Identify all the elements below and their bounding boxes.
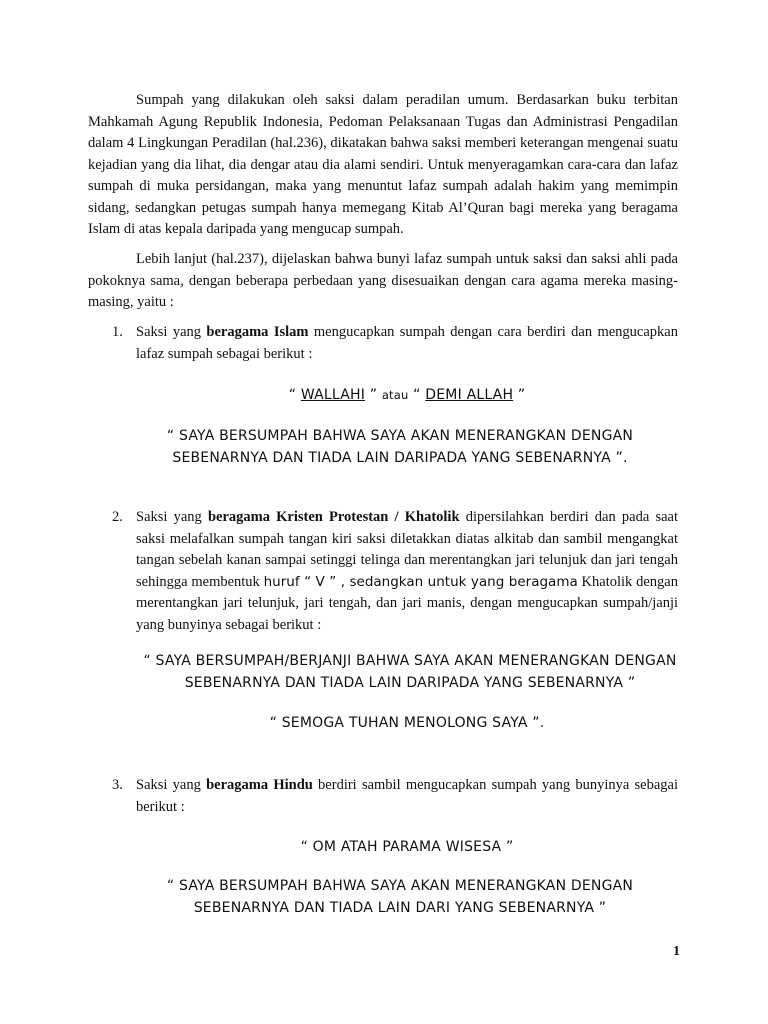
list-item-number: 1. [112, 324, 123, 340]
religion-label: beragama Islam [206, 324, 309, 340]
list-item-islam [112, 322, 678, 365]
paragraph-continuation: Lebih lanjut (hal.237), dijelaskan bahwa bunyi lafaz sumpah untuk saksi dan saksi ahli pada pokoknya sama, dengan beberapa perbedaan yang disesuaikan dengan cara agama mereka masing-masing, yaitu : [88, 251, 678, 310]
page-number: 1 [673, 944, 680, 959]
oath-hindu-mantra: “ OM ATAH PARAMA WISESA ” [300, 839, 514, 855]
religion-label: beragama Kristen Protestan / Khatolik [207, 509, 460, 525]
list-item-number: 2. [112, 509, 123, 525]
list-item-number: 3. [112, 777, 123, 793]
list-item-text: Saksi yang beragama Islam mengucapkan sumpah dengan cara berdiri dan mengucapkan lafaz sumpah sebagai berikut : [136, 324, 678, 362]
oath-hindu-sentence: “ SAYA BERSUMPAH BAHWA SAYA AKAN MENERANGKAN DENGAN SEBENARNYA DAN TIADA LAIN DARI YANG SEBENARNYA ” [166, 878, 634, 916]
list-item-text: Saksi yang beragama Kristen Protestan / Khatolik dipersilahkan berdiri dan pada saat saksi melafalkan sumpah tangan kiri saksi diletakkan diatas alkitab dan sambil mengangkat tangan sebelah kanan sampai setinggi telinga dan merentangkan jari telunjuk dan jari tengah sehingga membentuk huruf “ V ” , sedangkan untuk yang beragama Khatolik dengan merentangkan jari telunjuk, jari tengah, dan jari manis, dengan mengucapkan sumpah/janji yang bunyinya sebagai berikut : [136, 509, 678, 633]
religion-label: beragama Hindu [206, 777, 313, 793]
oath-wallahi: “ WALLAHI ” atau “ DEMI ALLAH ” [288, 387, 526, 403]
oath-kristen-closing: “ SEMOGA TUHAN MENOLONG SAYA ”. [269, 715, 545, 731]
list-item-text: Saksi yang beragama Hindu berdiri sambil mengucapkan sumpah yang bunyinya sebagai berikut : [136, 777, 679, 815]
oath-kristen-sentence: “ SAYA BERSUMPAH/BERJANJI BAHWA SAYA AKAN MENERANGKAN DENGAN SEBENARNYA DAN TIADA LAIN DARIPADA YANG SEBENARNYA ” [143, 653, 677, 691]
list-item-hindu [112, 775, 678, 818]
list-item-kristen [112, 507, 678, 636]
oath-islam-sentence: “ SAYA BERSUMPAH BAHWA SAYA AKAN MENERANGKAN DENGAN SEBENARNYA DAN TIADA LAIN DARIPADA YANG SEBENARNYA ”. [166, 428, 634, 466]
paragraph-intro: Sumpah yang dilakukan oleh saksi dalam peradilan umum. Berdasarkan buku terbitan Mahkamah Agung Republik Indonesia, Pedoman Pelaksanaan Tugas dan Administrasi Pengadilan dalam 4 Lingkungan Peradilan (hal.236), dikatakan bahwa saksi memberi keterangan mengenai suatu kejadian yang dia lihat, dia dengar atau dia alami sendiri. Untuk menyeragamkan cara-cara dan lafaz sumpah di muka persidangan, maka yang menuntut lafaz sumpah adalah hakim yang memimpin sidang, sedangkan petugas sumpah hanya memegang Kitab Al’Quran bagi mereka yang beragama Islam di atas kepala daripada yang mengucap sumpah. [88, 92, 678, 237]
